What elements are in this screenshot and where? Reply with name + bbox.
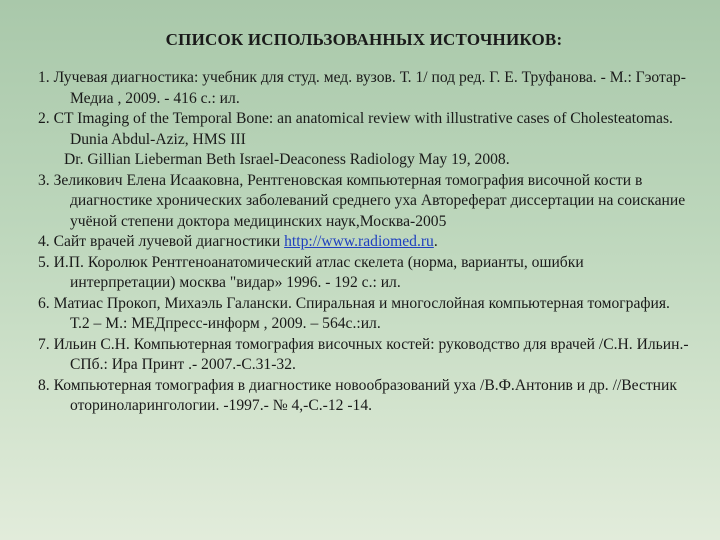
reference-text: Сайт врачей лучевой диагностики: [53, 233, 285, 250]
reference-item: [38, 376, 690, 417]
reference-item: [38, 171, 690, 233]
reference-item: [38, 109, 690, 171]
reference-number: 4.: [38, 233, 50, 250]
reference-number: 5.: [38, 253, 50, 271]
reference-item: [38, 294, 690, 335]
reference-text: Матиас Прокоп, Михаэль Галански. Спиральная и многослойная компьютерная томография. Т.2 – М.: МЕДпресс-информ , 2009. – 564с.:ил.: [53, 294, 670, 332]
page-title: СПИСОК ИСПОЛЬЗОВАННЫХ ИСТОЧНИКОВ:: [165, 30, 563, 49]
reference-link[interactable]: http://www.radiomed.ru: [284, 233, 434, 250]
reference-number: 3.: [38, 171, 50, 189]
reference-text: Зеликович Елена Исааковна, Рентгеновская компьютерная томография височной кости в диагностике хронических заболеваний среднего уха Автореферат диссертации на соискание учёной степени доктора медицинских наук,Москва-2005: [53, 171, 686, 230]
reference-item: [38, 232, 690, 253]
reference-number: 6.: [38, 294, 50, 312]
reference-text: Ильин С.Н. Компьютерная томография височных костей: руководство для врачей /С.Н. Ильин.- СПб.: Ира Принт .- 2007.-С.31-32.: [53, 335, 689, 373]
reference-text-end: .: [433, 233, 438, 250]
reference-text: Лучевая диагностика: учебник для студ. мед. вузов. Т. 1/ под ред. Г. Е. Труфанова. - М.: Гэотар-Медиа , 2009. - 416 с.: ил.: [53, 69, 686, 107]
reference-list: [38, 68, 690, 417]
reference-item: [38, 68, 690, 109]
reference-item: [38, 253, 690, 294]
reference-number: 7.: [38, 335, 50, 353]
reference-item: [38, 335, 690, 376]
reference-number: 1.: [38, 69, 50, 86]
reference-text: И.П. Королюк Рентгеноанатомический атлас скелета (норма, варианты, ошибки интерпретации) москва "видар» 1996. - 192 с.: ил.: [53, 253, 584, 291]
reference-text: Компьютерная томография в диагностике новообразований уха /В.Ф.Антонив и др. //Вестник оториноларингологии. -1997.- № 4,-С.-12 -14.: [53, 376, 677, 414]
reference-text: CT Imaging of the Temporal Bone: an anatomical review with illustrative cases of Cholesteatomas. Dunia Abdul-Aziz, HMS III: [53, 110, 673, 148]
reference-number: 8.: [38, 376, 50, 394]
reference-continuation: Dr. Gillian Lieberman Beth Israel-Deaconess Radiology May 19, 2008.: [64, 151, 510, 168]
reference-number: 2.: [38, 110, 50, 127]
